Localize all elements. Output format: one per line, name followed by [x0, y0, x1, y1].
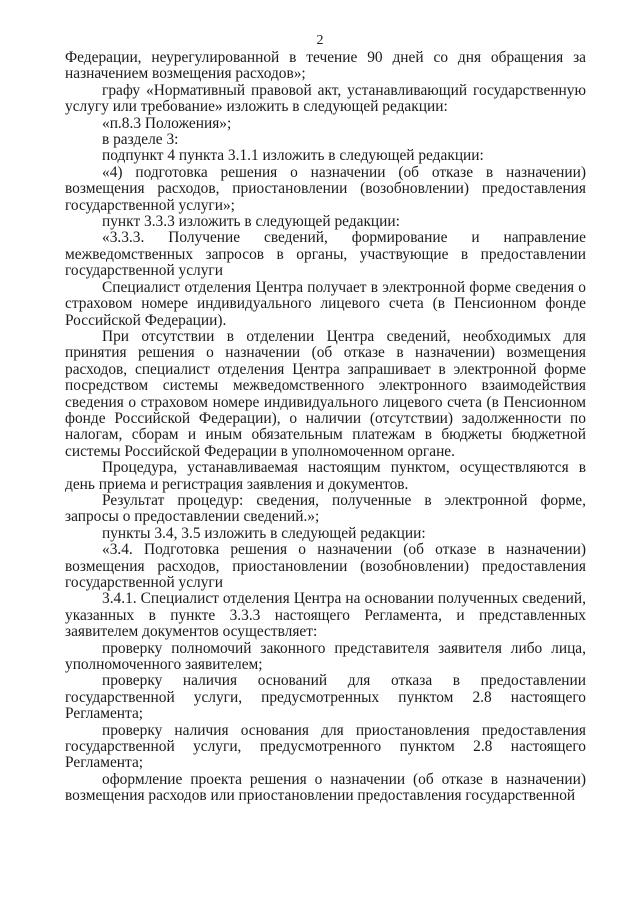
- paragraph: Результат процедур: сведения, полученные в электронной форме, запросы о предоставлении сведений.»;: [65, 491, 586, 526]
- paragraph: проверку наличия основания для приостановления предоставления государственной услуги, предусмотренного пунктом 2.8 настоящего Регламента;: [65, 721, 586, 772]
- paragraph: пункт 3.3.3 изложить в следующей редакции:: [102, 213, 400, 231]
- document-body: [65, 50, 586, 805]
- paragraph: «п.8.3 Положения»;: [102, 114, 232, 132]
- paragraph: «3.3.3. Получение сведений, формирование и направление межведомственных запросов в органы, участвующие в предоставлении государственной услуги: [65, 229, 586, 280]
- paragraph: графу «Нормативный правовой акт, устанавливающий государственную услугу или требование» изложить в следующей редакции:: [65, 81, 586, 116]
- paragraph: «3.4. Подготовка решения о назначении (об отказе в назначении) возмещения расходов, приостановлении (возобновлении) предоставления государственной услуги: [65, 541, 586, 591]
- paragraph: Федерации, неурегулированной в течение 90 дней со дня обращения за назначением возмещения расходов»;: [65, 49, 586, 83]
- paragraph: подпункт 4 пункта 3.1.1 изложить в следующей редакции:: [102, 147, 484, 165]
- paragraph: «4) подготовка решения о назначении (об отказе в назначении) возмещения расходов, приостановлении (возобновлении) предоставления государственной услуги»;: [65, 163, 586, 214]
- paragraph: Специалист отделения Центра получает в электронной форме сведения о страховом номере индивидуального лицевого счета (в Пенсионном фонде Российской Федерации).: [65, 278, 586, 329]
- paragraph: Процедура, устанавливаемая настоящим пунктом, осуществляются в день приема и регистрация заявления и документов.: [65, 459, 586, 493]
- paragraph: оформление проекта решения о назначении (об отказе в назначении) возмещения расходов или приостановлении предоставления государственной: [65, 770, 586, 805]
- paragraph: проверку полномочий законного представителя заявителя либо лица, уполномоченного заявителем;: [65, 639, 586, 674]
- paragraph: 3.4.1. Специалист отделения Центра на основании полученных сведений, указанных в пункте 3.3.3 настоящего Регламента, и представленных заявителем документов осуществляет:: [65, 590, 586, 641]
- paragraph: При отсутствии в отделении Центра сведений, необходимых для принятия решения о назначении (об отказе в назначении) возмещения расходов, специалист отделения Центра запрашивает в электронной форме посредством системы межведомственного электронного взаимодействия сведения о страховом номере индивидуального лицевого счета (в Пенсионном фонде Российской Федерации), о наличии (отсутствии) задолженности по налогам, сборам и иным обязательным платежам в бюджеты бюджетной системы Российской Федерации в уполномоченном органе.: [65, 327, 586, 460]
- paragraph: в разделе 3:: [102, 131, 179, 149]
- paragraph: пункты 3.4, 3.5 изложить в следующей редакции:: [102, 524, 426, 542]
- page-number: 2: [316, 33, 324, 48]
- paragraph: проверку наличия оснований для отказа в предоставлении государственной услуги, предусмотренных пунктом 2.8 настоящего Регламента;: [65, 672, 586, 723]
